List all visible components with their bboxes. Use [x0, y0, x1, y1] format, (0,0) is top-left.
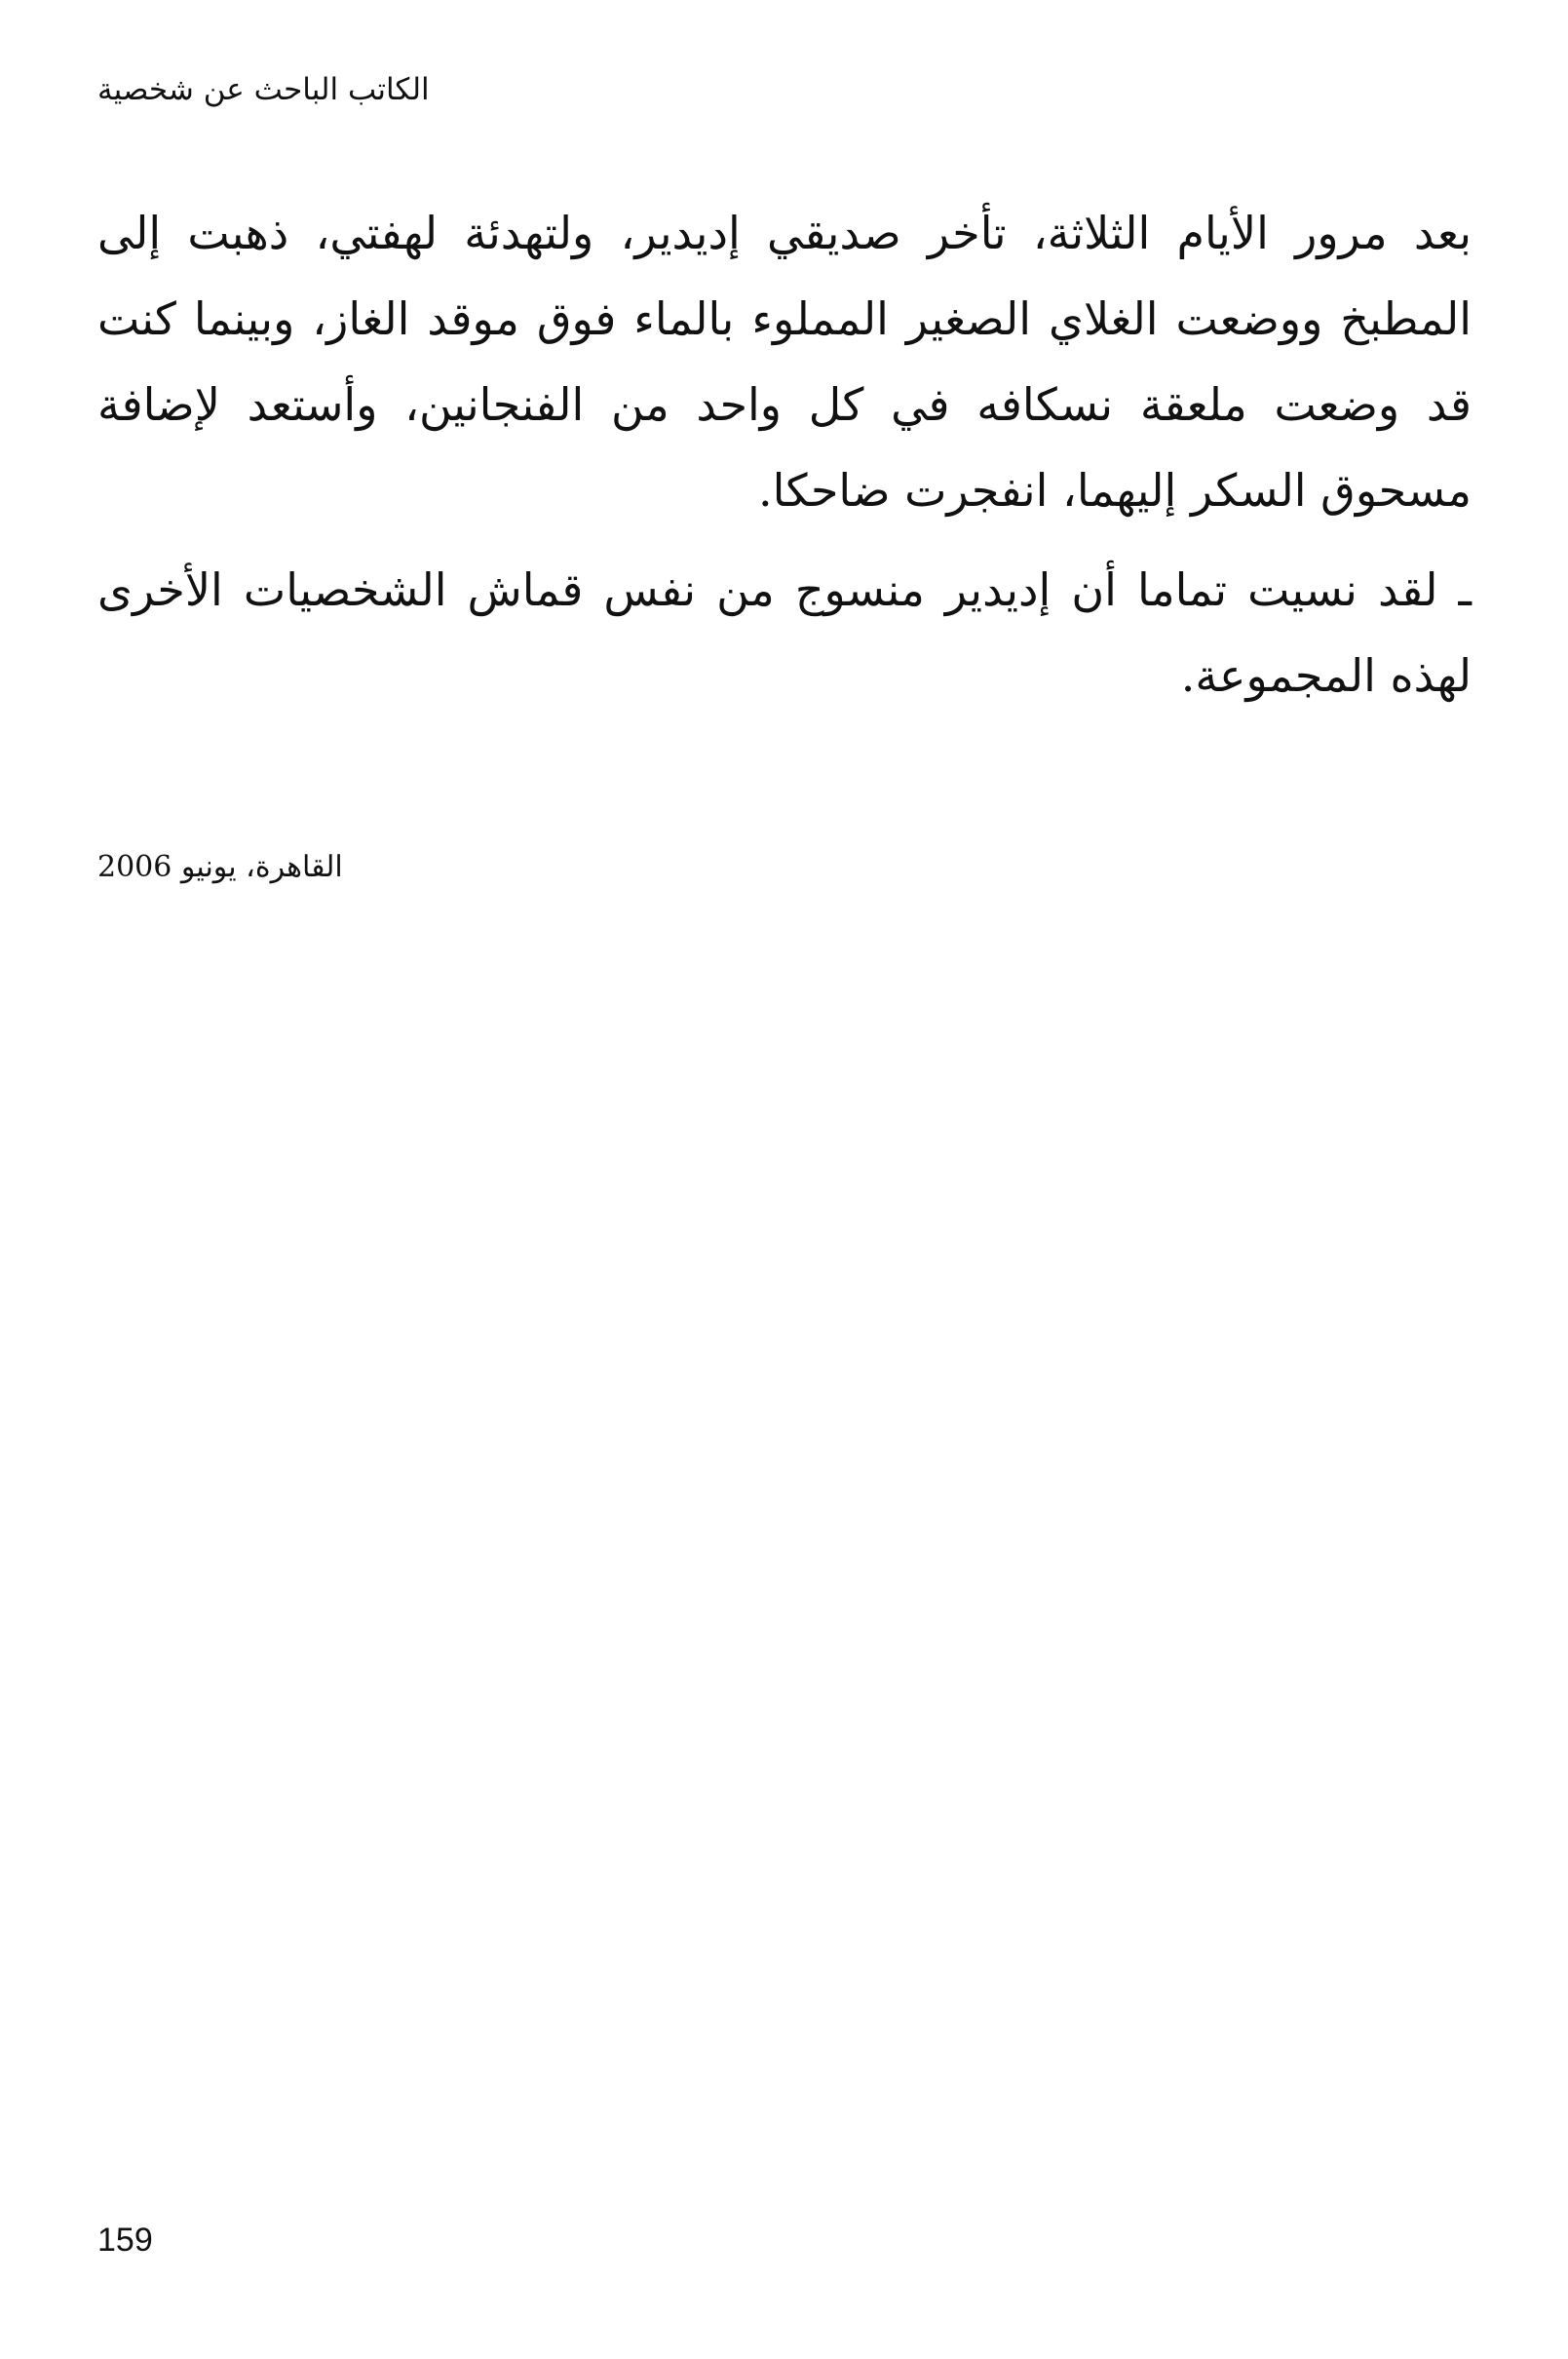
place-date-signature: القاهرة، يونيو 2006 — [97, 850, 343, 884]
page-number: 159 — [97, 2222, 153, 2259]
body-text — [97, 190, 1472, 732]
paragraph-1: بعد مرور الأيام الثلاثة، تأخر صديقي إديدير، ولتهدئة لهفتي، ذهبت إلى المطبخ ووضعت الغلاي الصغير المملوء بالماء فوق موقد الغاز، وبينما كنت قد وضعت ملعقة نسكافه في كل واحد من الفنجانين، وأستعد لإضافة مسحوق السكر إليهما، انفجرت ضاحكا. — [97, 207, 1472, 517]
paragraph-2: ـ لقد نسيت تماما أن إديدير منسوج من نفس قماش الشخصيات الأخرى لهذه المجموعة. — [97, 563, 1472, 702]
running-header-title: الكاتب الباحث عن شخصية — [97, 72, 430, 107]
